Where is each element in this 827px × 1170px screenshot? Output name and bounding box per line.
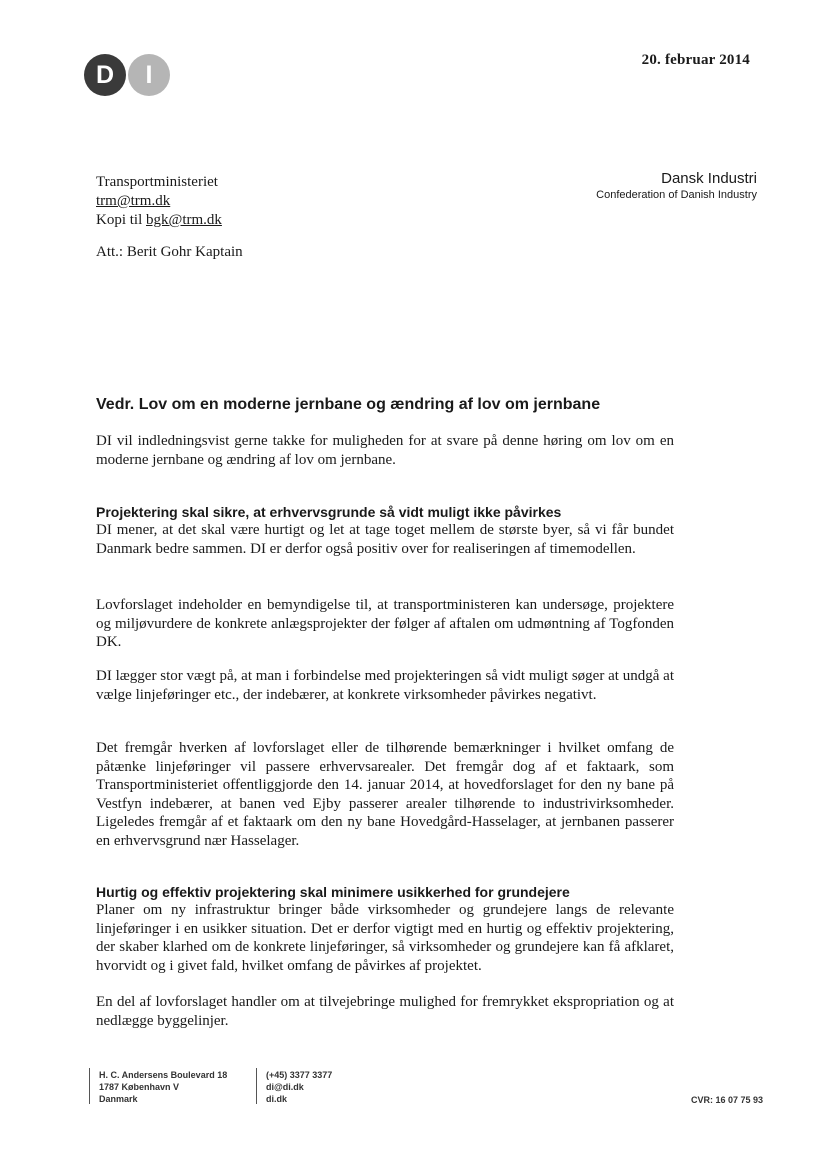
section1-paragraph-3: DI lægger stor vægt på, at man i forbindelse med projekteringen så vidt muligt søger at undgå at vælge linjeføringer etc., der indebærer, at konkrete virksomheder påvirkes negativt. <box>96 668 674 703</box>
footer-cvr: CVR: 16 07 75 93 <box>690 1095 763 1105</box>
recipient-email-link[interactable]: trm@trm.dk <box>96 193 171 209</box>
footer-website[interactable]: di.dk <box>266 1094 288 1104</box>
footer-phone: (+45) 3377 3377 <box>266 1070 333 1080</box>
footer-address-line: H. C. Andersens Boulevard 18 <box>99 1070 228 1080</box>
recipient-org: Transportministeriet <box>96 174 218 190</box>
footer-address-line: Danmark <box>99 1094 138 1104</box>
footer-address <box>99 1069 227 1105</box>
section1-heading: Projektering skal sikre, at erhvervsgrunde så vidt muligt ikke påvirkes <box>96 504 562 520</box>
letter-title: Vedr. Lov om en moderne jernbane og ændring af lov om jernbane <box>96 396 601 413</box>
recipient-block <box>96 173 222 230</box>
recipient-copy-line <box>96 211 222 230</box>
sender-subtitle: Confederation of Danish Industry <box>596 189 757 201</box>
footer-address-line: 1787 København V <box>99 1082 180 1092</box>
section1-paragraph-4: Det fremgår hverken af lovforslaget eller de tilhørende bemærkninger i hvilket omfang de påtænke linjeføringer vil passere erhvervsarealer. Det fremgår dog af et faktaark, som Transportministeriet offentliggjorde den 14. januar 2014, at hovedforslaget for den ny bane på Vestfyn indebærer, at banen ved Ejby passerer arealer tilhørende to industrivirksomheder. Ligeledes fremgår af et faktaark om den ny bane Hovedgård-Hasselager, at jernbanen passerer en erhvervsgrund nær Hasselager. <box>96 740 674 849</box>
section1-paragraph-2: Lovforslaget indeholder en bemyndigelse til, at transportministeren kan undersøge, projektere og miljøvurdere de konkrete anlægsprojekter der følger af aftalen om udmøntning af Togfonden DK. <box>96 597 674 651</box>
section1-paragraph-1: DI mener, at det skal være hurtigt og let at tage toget mellem de største byer, så vi får bundet Danmark bedre sammen. DI er derfor også positiv over for realiseringen af timemodellen. <box>96 522 674 557</box>
intro-paragraph: DI vil indledningsvist gerne takke for muligheden for at svare på denne høring om lov om en moderne jernbane og ændring af lov om jernbane. <box>96 433 674 468</box>
di-logo <box>84 54 170 96</box>
sender-name: Dansk Industri <box>661 170 757 187</box>
section2-paragraph-1: Planer om ny infrastruktur bringer både virksomheder og grundejere langs de relevante linjeføringer i en usikker situation. Det er derfor vigtigt med en hurtig og effektiv projektering, der skaber klarhed om de konkrete linjeføringer, så virksomheder og grundejere kan få afklaret, hvorvidt og i givet fald, hvilket omfang de påvirkes af projektet. <box>96 902 674 974</box>
logo-letter-d: D <box>84 54 126 96</box>
footer-divider-left <box>89 1068 90 1104</box>
section2-paragraph-2: En del af lovforslaget handler om at tilvejebringe mulighed for fremrykket ekspropriation og at nedlægge byggelinjer. <box>96 994 674 1029</box>
footer-contact <box>266 1069 332 1105</box>
logo-letter-i: I <box>128 54 170 96</box>
attention-line: Att.: Berit Gohr Kaptain <box>96 244 243 260</box>
footer-email[interactable]: di@di.dk <box>266 1082 304 1092</box>
copy-email-link[interactable]: bgk@trm.dk <box>146 212 222 228</box>
footer-divider-right <box>256 1068 257 1104</box>
section2-heading: Hurtig og effektiv projektering skal minimere usikkerhed for grundejere <box>96 884 570 900</box>
letter-date: 20. februar 2014 <box>641 52 750 68</box>
copy-prefix: Kopi til <box>96 212 147 228</box>
